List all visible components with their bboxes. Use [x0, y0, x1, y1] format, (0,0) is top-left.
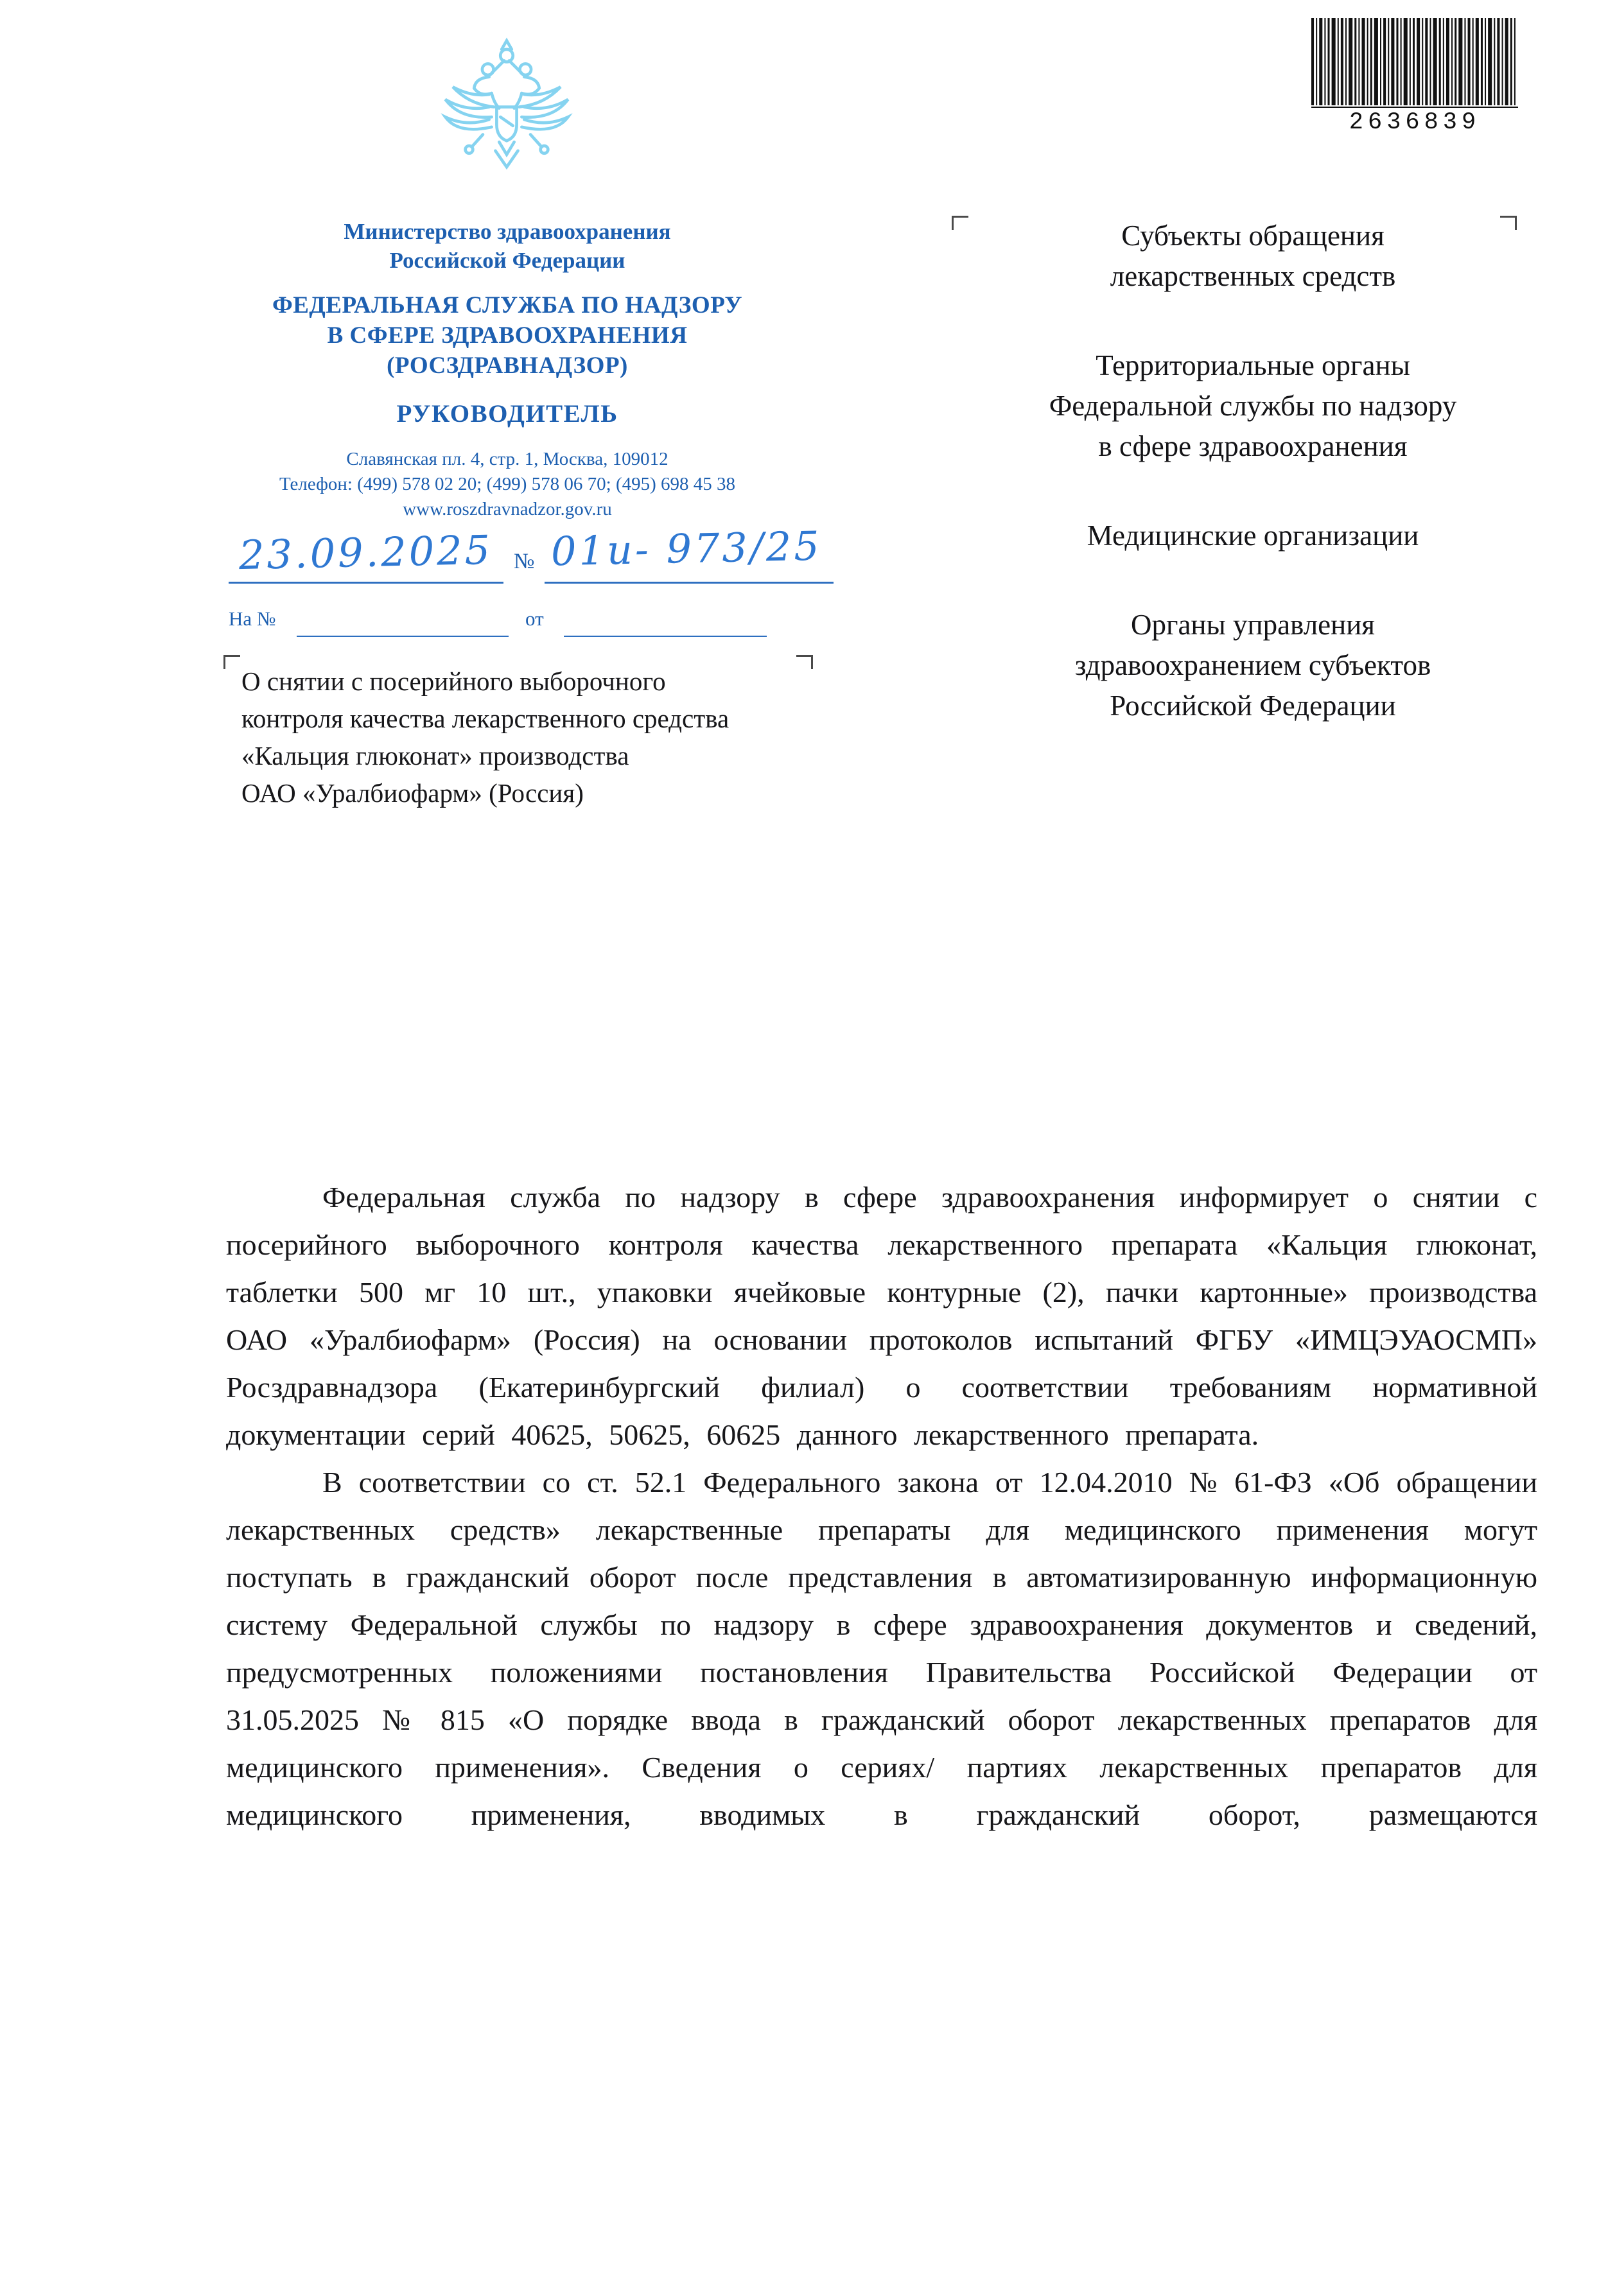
recipient-line: в сфере здравоохранения	[1098, 430, 1408, 462]
letter-body	[226, 1174, 1537, 1839]
coat-of-arms-icon	[432, 33, 582, 211]
service-name	[191, 290, 823, 381]
recipient-line: Органы управления	[1131, 609, 1375, 641]
subject-corner-mark-left	[223, 655, 240, 669]
letter-subject	[241, 663, 813, 812]
phone-numbers: Телефон: (499) 578 02 20; (499) 578 06 70; (495) 698 45 38	[279, 474, 736, 494]
barcode-bars-icon	[1311, 18, 1518, 105]
recipient-line: Российской Федерации	[1110, 690, 1396, 722]
number-sign-label: №	[514, 550, 535, 573]
recipient-health-authorities	[958, 605, 1548, 726]
service-name-line3: (РОСЗДРАВНАДЗОР)	[387, 352, 628, 379]
ministry-name-line2: Российской Федерации	[389, 248, 625, 273]
position-title: РУКОВОДИТЕЛЬ	[396, 400, 618, 428]
recipient-line: Территориальные органы	[1096, 349, 1410, 381]
recipient-territorial-bodies	[958, 345, 1548, 467]
handwritten-date: 23.09.2025	[238, 526, 493, 579]
contact-block	[191, 447, 823, 522]
service-name-line1: ФЕДЕРАЛЬНАЯ СЛУЖБА ПО НАДЗОРУ	[272, 292, 743, 318]
reply-date-underline	[564, 636, 767, 637]
website-url: www.roszdravnadzor.gov.ru	[403, 499, 612, 519]
reply-from-label: от	[525, 607, 544, 630]
reply-to-number-label: На №	[229, 607, 276, 630]
subject-line3: «Кальция глюконат» производства	[241, 741, 629, 770]
reply-number-underline	[297, 636, 509, 637]
recipient-drug-circulation-subjects	[958, 216, 1548, 297]
recipient-line: здравоохранением субъектов	[1074, 649, 1431, 681]
recipient-line: Медицинские организации	[1087, 519, 1419, 552]
ministry-name-line1: Министерство здравоохранения	[344, 219, 671, 244]
body-paragraph-2: В соответствии со ст. 52.1 Федерального закона от 12.04.2010 № 61-ФЗ «Об обращении лекарственных средств» лекарственные препараты для медицинского применения могут поступать в гражданский оборот после представления в автоматизированную информационную систему Федеральной службы по надзору в сфере здравоохранения документов и сведений, предусмотренных положениями постановления Правительства Российской Федерации от 31.05.2025 № 815 «О порядке ввода в гражданский оборот лекарственных препаратов для медицинского применения». Сведения о сериях/ партиях лекарственных препаратов для медицинского применения, вводимых в гражданский оборот, размещаются	[226, 1466, 1537, 1831]
recipient-line: лекарственных средств	[1110, 260, 1396, 292]
barcode	[1311, 18, 1518, 136]
number-underline	[545, 582, 834, 584]
body-paragraph-1: Федеральная служба по надзору в сфере здравоохранения информирует о снятии с посерийного выборочного контроля качества лекарственного препарата «Кальция глюконат, таблетки 500 мг 10 шт., упаковки ячейковые контурные (2), пачки картонные» производства ОАО «Уралбиофарм» (Россия) на основании протоколов испытаний ФГБУ «ИМЦЭУАОСМП» Росздравнадзора (Екатеринбургский филиал) о соответствии требованиям нормативной документации серий 40625, 50625, 60625 данного лекарственного препарата.	[226, 1181, 1537, 1451]
ministry-name	[191, 217, 823, 275]
subject-line1: О снятии с посерийного выборочного	[241, 666, 666, 696]
recipient-medical-organizations	[958, 516, 1548, 556]
subject-line2: контроля качества лекарственного средства	[241, 704, 730, 733]
postal-address: Славянская пл. 4, стр. 1, Москва, 109012	[346, 449, 668, 469]
recipient-line: Субъекты обращения	[1121, 220, 1385, 252]
recipients-block	[958, 216, 1548, 775]
subject-line4: ОАО «Уралбиофарм» (Россия)	[241, 778, 584, 808]
service-name-line2: В СФЕРЕ ЗДРАВООХРАНЕНИЯ	[327, 322, 688, 349]
date-underline	[229, 582, 503, 584]
handwritten-outgoing-number: 01и- 973/25	[550, 522, 823, 575]
barcode-number: 2636839	[1311, 107, 1518, 136]
recipient-line: Федеральной службы по надзору	[1049, 390, 1457, 422]
